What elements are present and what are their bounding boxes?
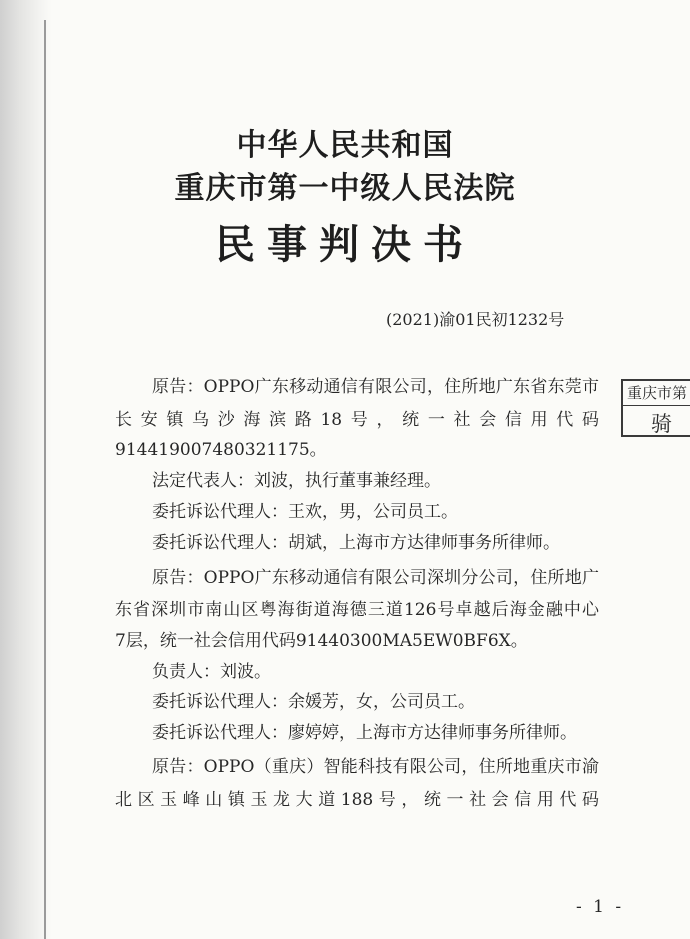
header-country: 中华人民共和国 (236, 128, 454, 163)
page-number: - 1 - (576, 897, 625, 917)
body-line: 委托诉讼代理人：王欢，男，公司员工。 (152, 502, 458, 522)
seam-seal-stamp (621, 379, 690, 437)
body-line: 7层，统一社会信用代码91440300MA5EW0BF6X。 (115, 631, 528, 651)
body-line: 原告：OPPO广东移动通信有限公司深圳分公司，住所地广 (152, 568, 599, 588)
body-line: 委托诉讼代理人：余媛芳，女，公司员工。 (152, 692, 475, 712)
header-court: 重庆市第一中级人民法院 (174, 171, 516, 206)
body-line: 委托诉讼代理人：胡斌，上海市方达律师事务所律师。 (152, 533, 560, 553)
body-line: 长安镇乌沙海滨路18号，统一社会信用代码 (115, 410, 599, 430)
stamp-divider (623, 405, 690, 406)
stamp-bottom-text: 骑 (651, 412, 672, 436)
stamp-top-text: 重庆市第 (627, 384, 688, 402)
body-line: 914419007480321175。 (115, 440, 327, 460)
case-number: (2021)渝01民初1232号 (386, 310, 565, 329)
body-line: 原告：OPPO（重庆）智能科技有限公司，住所地重庆市渝 (152, 757, 599, 777)
body-line: 东省深圳市南山区粤海街道海德三道126号卓越后海金融中心 (115, 600, 599, 620)
body-line: 委托诉讼代理人：廖婷婷，上海市方达律师事务所律师。 (152, 723, 577, 743)
header-doc-type: 民事判决书 (215, 221, 475, 268)
body-line: 原告：OPPO广东移动通信有限公司，住所地广东省东莞市 (152, 377, 599, 397)
body-line: 法定代表人：刘波，执行董事兼经理。 (152, 471, 441, 491)
body-line: 负责人：刘波。 (152, 662, 271, 682)
body-line: 北区玉峰山镇玉龙大道188号，统一社会信用代码 (115, 790, 599, 810)
